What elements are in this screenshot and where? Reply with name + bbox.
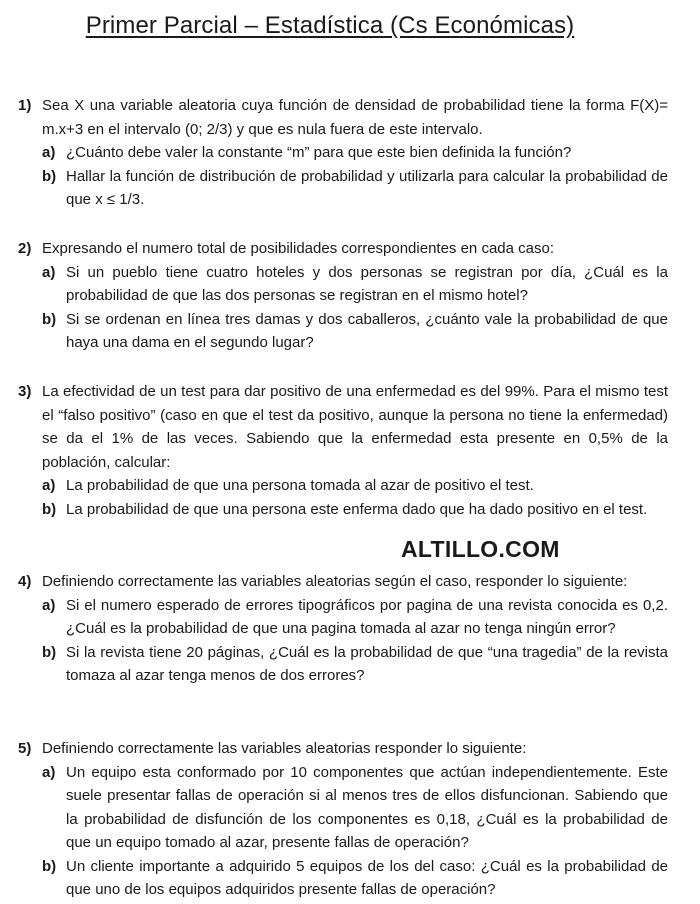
item-label: a): [42, 263, 56, 281]
item-text: Hallar la función de distribución de probabilidad y utilizarla para calcular la probabilidad de que x ≤ 1/3.: [66, 167, 668, 208]
item-text: Si la revista tiene 20 páginas, ¿Cuál es la probabilidad de que “una tragedia” de la revista tomaza al azar tenga menos de dos errores?: [66, 643, 668, 684]
item-label: a): [42, 763, 56, 781]
item-label: a): [42, 144, 56, 161]
item-label: a): [42, 596, 56, 614]
page-title: Primer Parcial – Estadística (Cs Económicas): [85, 12, 575, 39]
question-text: Definiendo correctamente las variables aleatorias responder lo siguiente:: [42, 740, 527, 757]
question-text: Sea X una variable aleatoria cuya función de densidad de probabilidad tiene la forma F(X)= m.x+3 en el intervalo (0; 2/3) y que es nula fuera de este intervalo.: [42, 97, 668, 138]
question-5: [18, 737, 668, 902]
item-label: b): [42, 167, 57, 185]
item-text: La probabilidad de que una persona tomada al azar de positivo el test.: [66, 477, 534, 494]
question-4: [18, 570, 668, 688]
item-label: b): [42, 500, 57, 518]
item-label: b): [42, 643, 57, 661]
question-number: 4): [18, 573, 32, 590]
question-number: 1): [18, 97, 32, 114]
item-text: ¿Cuánto debe valer la constante “m” para que este bien definida la función?: [66, 144, 572, 161]
question-number: 3): [18, 383, 32, 400]
question-number: 2): [18, 240, 32, 257]
question-text: La efectividad de un test para dar positivo de una enfermedad es del 99%. Para el mismo test el “falso positivo” (caso en que el test da positivo, aunque la persona no tiene la enfermedad) se da el 1% de las veces. Sabiendo que la enfermedad esta presente en 0,5% de la población, calcular:: [42, 383, 668, 471]
question-number: 5): [18, 740, 32, 757]
question-text: Expresando el numero total de posibilidades correspondientes en cada caso:: [42, 240, 554, 257]
item-text: Si se ordenan en línea tres damas y dos caballeros, ¿cuánto vale la probabilidad de que haya una dama en el segundo lugar?: [66, 310, 668, 351]
question-1: [18, 94, 668, 212]
item-text: La probabilidad de que una persona este enferma dado que ha dado positivo en el test.: [66, 500, 648, 518]
question-3: [18, 380, 668, 521]
item-label: b): [42, 310, 57, 328]
item-text: Un equipo esta conformado por 10 componentes que actúan independientemente. Este suele presentar fallas de operación si al menos tres de ellos disfuncionan. Sabiendo que la probabilidad de disfunción de los componentes es 0,18, ¿Cuál es la probabilidad de que un equipo tomado al azar, presente fallas de operación?: [66, 763, 668, 851]
watermark-text: ALTILLO.COM: [401, 536, 560, 562]
item-text: Si el numero esperado de errores tipográficos por pagina de una revista conocida es 0,2. ¿Cuál es la probabilidad de que una pagina tomada al azar no tenga ningún error?: [66, 596, 668, 637]
question-text: Definiendo correctamente las variables aleatorias según el caso, responder lo siguiente:: [42, 573, 628, 590]
question-2: [18, 237, 668, 355]
item-text: Si un pueblo tiene cuatro hoteles y dos personas se registran por día, ¿Cuál es la probabilidad de que las dos personas se registran en el mismo hotel?: [66, 263, 668, 304]
item-label: a): [42, 477, 56, 494]
item-label: b): [42, 857, 57, 875]
item-text: Un cliente importante a adquirido 5 equipos de los del caso: ¿Cuál es la probabilidad de que uno de los equipos adquiridos presente fallas de operación?: [66, 857, 668, 898]
